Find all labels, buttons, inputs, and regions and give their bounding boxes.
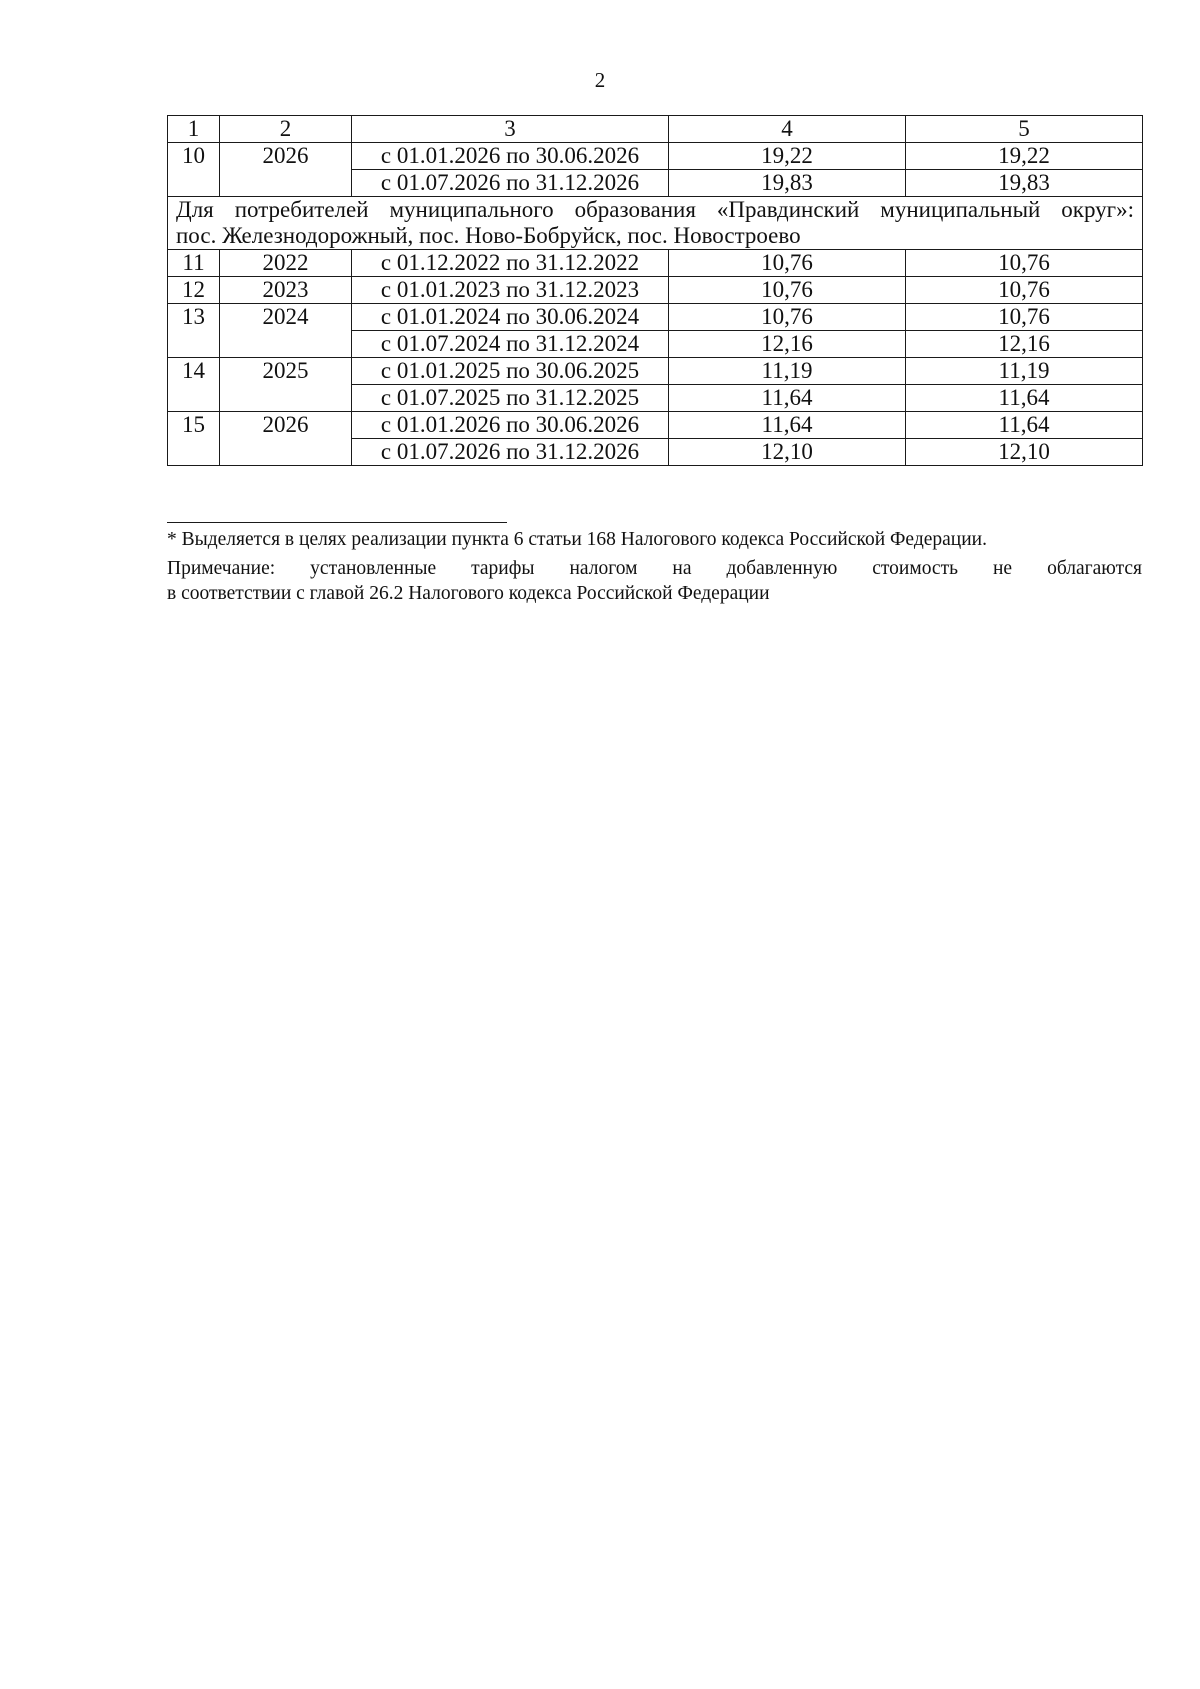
- table-row: [168, 170, 1143, 197]
- period-cell: с 01.01.2026 по 30.06.2026: [352, 143, 669, 170]
- header-cell: 3: [352, 116, 669, 143]
- tariff-cell-col4: 19,83: [669, 170, 906, 197]
- consumer-group-heading-row: [168, 197, 1143, 250]
- row-number-cell: 11: [168, 250, 220, 277]
- year-cell: [220, 331, 352, 358]
- tariff-cell-col4: 12,16: [669, 331, 906, 358]
- asterisk-footnote: * Выделяется в целях реализации пункта 6 статьи 168 Налогового кодекса Российской Федерации.: [167, 529, 987, 550]
- table-row: [168, 250, 1143, 277]
- page-number: 2: [594, 68, 606, 92]
- table-row: [168, 277, 1143, 304]
- row-number-cell: 12: [168, 277, 220, 304]
- tariff-table: [167, 115, 1143, 466]
- year-cell: 2023: [220, 277, 352, 304]
- header-cell: 1: [168, 116, 220, 143]
- row-number-cell: [168, 385, 220, 412]
- year-cell: 2026: [220, 412, 352, 439]
- row-number-cell: [168, 331, 220, 358]
- tariff-cell-col4: 11,19: [669, 358, 906, 385]
- period-cell: с 01.01.2023 по 31.12.2023: [352, 277, 669, 304]
- header-cell: 5: [906, 116, 1143, 143]
- consumer-group-heading-line1: Для потребителей муниципального образования «Правдинский муниципальный округ»:: [176, 197, 1134, 222]
- table-row: [168, 412, 1143, 439]
- row-number-cell: 14: [168, 358, 220, 385]
- tariff-cell-col4: 11,64: [669, 385, 906, 412]
- tariff-cell-col5: 11,64: [906, 412, 1143, 439]
- footnote-separator: [167, 522, 507, 523]
- row-number-cell: [168, 439, 220, 466]
- consumer-group-heading: [168, 197, 1143, 250]
- tariff-cell-col4: 19,22: [669, 143, 906, 170]
- year-cell: [220, 170, 352, 197]
- tariff-cell-col4: 10,76: [669, 250, 906, 277]
- period-cell: с 01.07.2024 по 31.12.2024: [352, 331, 669, 358]
- table-row: [168, 331, 1143, 358]
- tariff-cell-col5: 12,16: [906, 331, 1143, 358]
- tariff-cell-col5: 10,76: [906, 250, 1143, 277]
- remark-line-1: Примечание: установленные тарифы налогом на добавленную стоимость не облагаются: [167, 558, 1142, 579]
- year-cell: 2026: [220, 143, 352, 170]
- row-number-cell: [168, 170, 220, 197]
- remark-line-2: в соответствии с главой 26.2 Налогового кодекса Российской Федерации: [167, 583, 770, 604]
- tariff-cell-col5: 12,10: [906, 439, 1143, 466]
- period-cell: с 01.12.2022 по 31.12.2022: [352, 250, 669, 277]
- tariff-cell-col4: 10,76: [669, 304, 906, 331]
- year-cell: [220, 385, 352, 412]
- period-cell: с 01.07.2026 по 31.12.2026: [352, 439, 669, 466]
- year-cell: 2022: [220, 250, 352, 277]
- tariff-cell-col4: 11,64: [669, 412, 906, 439]
- year-cell: 2025: [220, 358, 352, 385]
- table-header-row: [168, 116, 1143, 143]
- row-number-cell: 13: [168, 304, 220, 331]
- period-cell: с 01.01.2026 по 30.06.2026: [352, 412, 669, 439]
- tariff-cell-col4: 12,10: [669, 439, 906, 466]
- year-cell: [220, 439, 352, 466]
- period-cell: с 01.01.2024 по 30.06.2024: [352, 304, 669, 331]
- period-cell: с 01.07.2025 по 31.12.2025: [352, 385, 669, 412]
- table-row: [168, 143, 1143, 170]
- header-cell: 4: [669, 116, 906, 143]
- period-cell: с 01.07.2026 по 31.12.2026: [352, 170, 669, 197]
- tariff-cell-col5: 11,19: [906, 358, 1143, 385]
- tariff-cell-col5: 10,76: [906, 277, 1143, 304]
- consumer-group-heading-line2: пос. Железнодорожный, пос. Ново-Бобруйск, пос. Новостроево: [176, 223, 801, 248]
- row-number-cell: 15: [168, 412, 220, 439]
- table-row: [168, 358, 1143, 385]
- table-row: [168, 304, 1143, 331]
- tariff-cell-col4: 10,76: [669, 277, 906, 304]
- row-number-cell: 10: [168, 143, 220, 170]
- tariff-cell-col5: 11,64: [906, 385, 1143, 412]
- period-cell: с 01.01.2025 по 30.06.2025: [352, 358, 669, 385]
- tariff-cell-col5: 19,22: [906, 143, 1143, 170]
- tariff-cell-col5: 10,76: [906, 304, 1143, 331]
- footnotes: [167, 527, 1142, 606]
- table-row: [168, 439, 1143, 466]
- table-row: [168, 385, 1143, 412]
- tariff-cell-col5: 19,83: [906, 170, 1143, 197]
- year-cell: 2024: [220, 304, 352, 331]
- header-cell: 2: [220, 116, 352, 143]
